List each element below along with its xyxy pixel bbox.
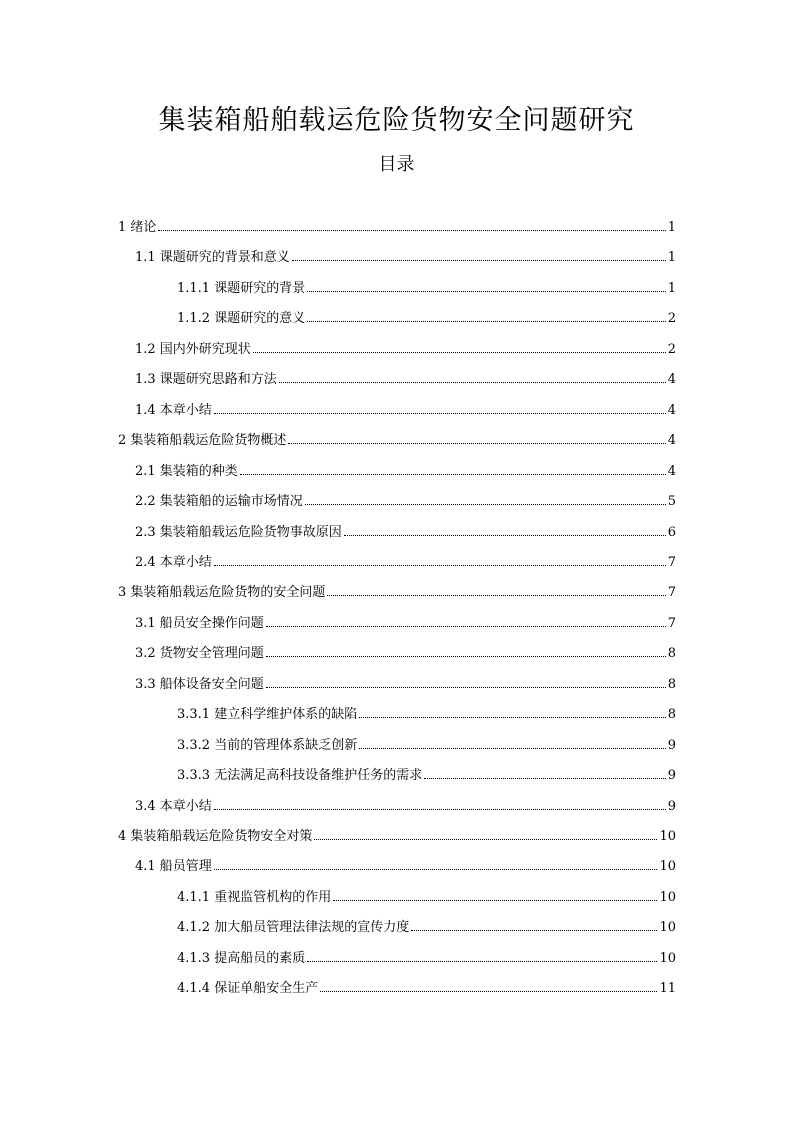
toc-leader-dots [266, 656, 666, 657]
toc-entry-label: 1.1 课题研究的背景和意义 [135, 250, 290, 266]
toc-leader-dots [214, 809, 666, 810]
toc-leader-dots [266, 687, 666, 688]
toc-entry[interactable] [135, 368, 676, 392]
toc-entry-label: 3.3.3 无法满足高科技设备维护任务的需求 [177, 768, 423, 784]
toc-entry[interactable] [118, 216, 676, 240]
toc-leader-dots [292, 260, 666, 261]
toc-entry-page: 4 [667, 372, 676, 388]
toc-entry-page: 2 [667, 311, 676, 327]
toc-leader-dots [214, 565, 666, 566]
toc-entry-label: 3.4 本章小结 [135, 798, 212, 814]
toc-entry-page: 9 [667, 737, 676, 753]
toc-leader-dots [158, 230, 665, 231]
toc-entry[interactable] [135, 460, 676, 484]
toc-entry[interactable] [135, 246, 676, 270]
toc-heading: 目录 [378, 154, 415, 175]
toc-entry[interactable] [118, 429, 676, 453]
toc-leader-dots [333, 900, 657, 901]
toc-entry-label: 3.2 货物安全管理问题 [135, 646, 264, 662]
toc-entry-label: 3 集装箱船载运危险货物的安全问题 [118, 585, 326, 601]
toc-entry-label: 4.1.2 加大船员管理法律法规的宣传力度 [177, 920, 410, 936]
toc-entry-page: 7 [667, 554, 676, 570]
toc-entry-page: 7 [667, 585, 676, 601]
toc-entry-page: 4 [667, 402, 676, 418]
toc-entry[interactable] [135, 490, 676, 514]
toc-entry-page: 10 [659, 920, 676, 936]
toc-entry[interactable] [177, 703, 676, 727]
toc-entry-label: 4.1.3 提高船员的素质 [177, 950, 306, 966]
toc-entry-page: 8 [667, 676, 676, 692]
toc-leader-dots [307, 291, 666, 292]
toc-leader-dots [253, 352, 666, 353]
toc-entry-page: 11 [659, 981, 676, 997]
toc-leader-dots [279, 382, 666, 383]
toc-leader-dots [314, 839, 657, 840]
toc-leader-dots [344, 535, 666, 536]
toc-entry[interactable] [177, 764, 676, 788]
toc-entry[interactable] [135, 855, 676, 879]
toc-entry-label: 2.2 集装箱船的运输市场情况 [135, 494, 303, 510]
toc-entry-label: 4.1.1 重视监管机构的作用 [177, 889, 332, 905]
toc-entry-page: 9 [667, 798, 676, 814]
toc-entry-page: 10 [659, 829, 676, 844]
toc-entry[interactable] [177, 734, 676, 758]
toc-leader-dots [327, 595, 665, 596]
toc-entry-label: 2 集装箱船载运危险货物概述 [118, 433, 287, 449]
toc-leader-dots [305, 504, 666, 505]
toc-entry[interactable] [177, 886, 676, 910]
toc-entry-page: 4 [667, 433, 676, 449]
toc-entry-label: 4.1.4 保证单船安全生产 [177, 981, 319, 997]
toc-entry-label: 4 集装箱船载运危险货物安全对策 [118, 829, 313, 844]
document-title: 集装箱船舶载运危险货物安全问题研究 [158, 105, 635, 136]
toc-entry-label: 1 绪论 [118, 220, 157, 235]
toc-entry-page: 7 [667, 615, 676, 631]
toc-leader-dots [240, 474, 666, 475]
toc-entry[interactable] [135, 399, 676, 423]
toc-entry-label: 2.4 本章小结 [135, 554, 212, 570]
toc-leader-dots [424, 778, 666, 779]
toc-entry-label: 1.1.1 课题研究的背景 [177, 280, 306, 296]
toc-leader-dots [288, 443, 665, 444]
toc-entry-label: 4.1 船员管理 [135, 859, 212, 875]
toc-entry-label: 2.1 集装箱的种类 [135, 463, 238, 479]
toc-entry[interactable] [135, 612, 676, 636]
toc-entry[interactable] [135, 338, 676, 362]
toc-entry-page: 2 [667, 341, 676, 357]
toc-entry[interactable] [118, 825, 676, 849]
toc-entry-label: 1.4 本章小结 [135, 402, 212, 418]
toc-entry[interactable] [135, 795, 676, 819]
toc-entry-page: 8 [667, 707, 676, 723]
toc-entry-page: 9 [667, 768, 676, 784]
toc-entry-label: 1.3 课题研究思路和方法 [135, 372, 277, 388]
toc-entry[interactable] [177, 916, 676, 940]
toc-leader-dots [266, 626, 666, 627]
toc-entry-page: 10 [659, 889, 676, 905]
toc-entry-label: 1.2 国内外研究现状 [135, 341, 251, 357]
toc-entry-page: 1 [667, 280, 676, 296]
toc-entry-label: 3.3.1 建立科学维护体系的缺陷 [177, 707, 358, 723]
toc-leader-dots [411, 930, 657, 931]
toc-entry[interactable] [135, 551, 676, 575]
toc-leader-dots [214, 869, 658, 870]
toc-entry-page: 10 [659, 859, 676, 875]
toc-entry-label: 3.3 船体设备安全问题 [135, 676, 264, 692]
toc-entry-page: 5 [667, 494, 676, 510]
toc-entry[interactable] [135, 642, 676, 666]
toc-entry[interactable] [118, 581, 676, 605]
toc-entry-page: 8 [667, 646, 676, 662]
toc-entry[interactable] [177, 977, 676, 1001]
toc-entry-page: 1 [667, 220, 676, 235]
toc-leader-dots [359, 748, 666, 749]
toc-entry[interactable] [177, 277, 676, 301]
toc-leader-dots [214, 413, 666, 414]
toc-entry-page: 10 [659, 950, 676, 966]
toc-entry-page: 4 [667, 463, 676, 479]
toc-entry-label: 3.1 船员安全操作问题 [135, 615, 264, 631]
toc-entry-label: 2.3 集装箱船载运危险货物事故原因 [135, 524, 342, 540]
toc-entry-label: 1.1.2 课题研究的意义 [177, 311, 306, 327]
toc-entry-page: 6 [667, 524, 676, 540]
toc-entry[interactable] [177, 307, 676, 331]
toc-leader-dots [307, 961, 657, 962]
toc-entry[interactable] [177, 947, 676, 971]
toc-leader-dots [320, 991, 657, 992]
toc-entry[interactable] [135, 521, 676, 545]
toc-entry-page: 1 [667, 250, 676, 266]
toc-entry[interactable] [135, 673, 676, 697]
toc-leader-dots [307, 321, 666, 322]
toc-entry-label: 3.3.2 当前的管理体系缺乏创新 [177, 737, 358, 753]
toc-leader-dots [359, 717, 666, 718]
